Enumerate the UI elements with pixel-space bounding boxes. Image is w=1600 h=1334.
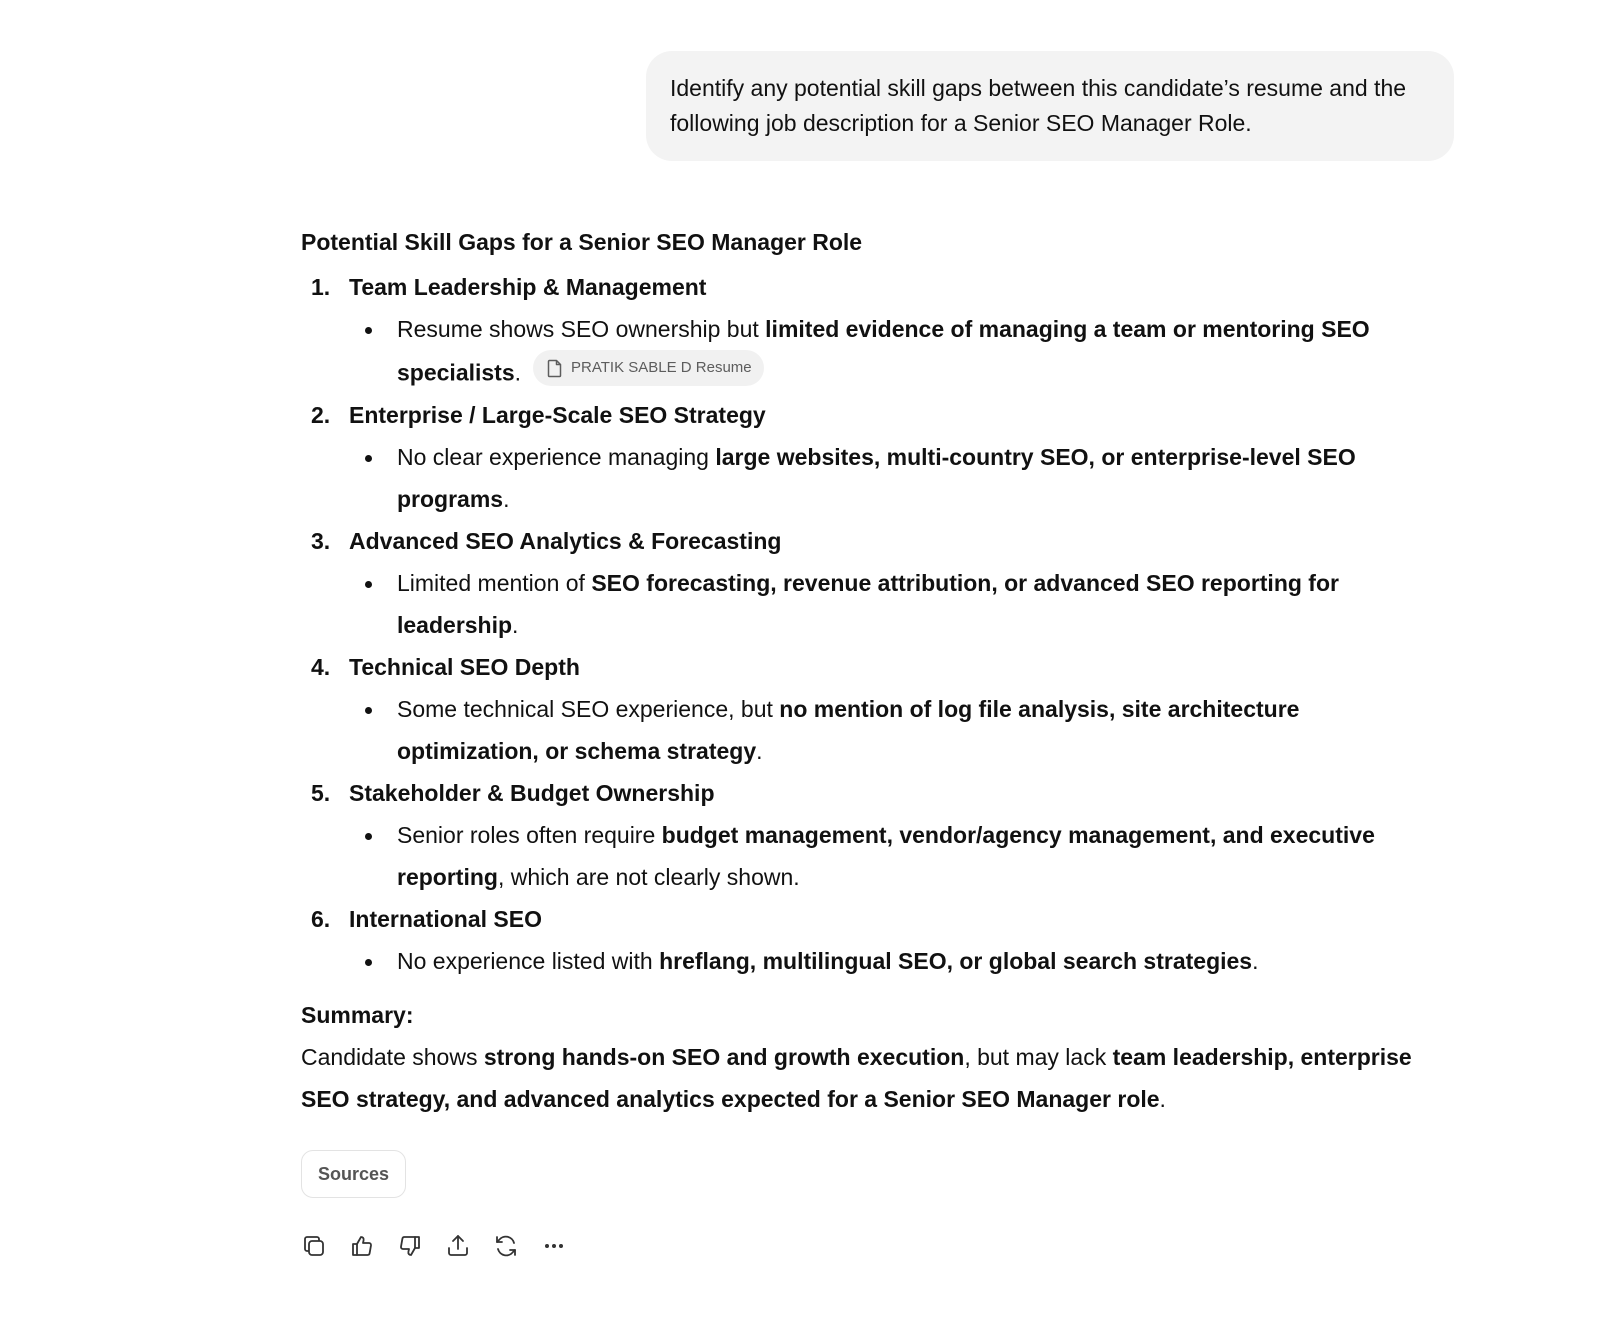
bullet-text-end: .	[512, 611, 519, 638]
gap-item	[301, 520, 1431, 646]
copy-icon	[300, 1232, 328, 1260]
assistant-response	[301, 222, 1431, 1198]
resume-source-pill[interactable]	[533, 350, 764, 386]
gap-title: Technical SEO Depth	[349, 653, 580, 680]
bullet-text: No clear experience managing	[397, 443, 716, 470]
gap-title: Advanced SEO Analytics & Forecasting	[349, 527, 782, 554]
share-button[interactable]	[444, 1226, 492, 1266]
gap-bullet	[349, 814, 1431, 898]
thumbs-up-icon	[348, 1232, 376, 1260]
bullet-bold-text: no mention of log file analysis, site architecture optimization, or schema strategy	[397, 695, 1300, 764]
user-message-bubble: Identify any potential skill gaps between this candidate’s resume and the following job description for a Senior SEO Manager Role.	[646, 51, 1454, 161]
gap-number: 1.	[311, 274, 331, 300]
gap-bullet	[349, 562, 1431, 646]
summary-text	[301, 1036, 1431, 1120]
bullet-text-end: .	[503, 485, 510, 512]
source-pill-label: PRATIK SABLE D Resume	[571, 359, 752, 376]
bullet-bold-text: SEO forecasting, revenue attribution, or advanced SEO reporting for leadership	[397, 569, 1339, 638]
more-options-button[interactable]	[540, 1226, 588, 1266]
bullet-bold-text: budget management, vendor/agency management, and executive reporting	[397, 821, 1375, 890]
summary-label: Summary:	[301, 1001, 414, 1028]
bullet-text: Some technical SEO experience, but	[397, 695, 780, 722]
bullet-text-end: , which are not clearly shown.	[497, 863, 800, 890]
copy-button[interactable]	[300, 1226, 348, 1266]
gap-title: Stakeholder & Budget Ownership	[349, 779, 715, 806]
gap-item	[301, 898, 1431, 982]
share-icon	[444, 1232, 472, 1260]
more-icon	[540, 1232, 568, 1260]
bullet-bold-text: hreflang, multilingual SEO, or global search strategies	[659, 947, 1253, 974]
gap-bullet	[349, 436, 1431, 520]
regenerate-icon	[492, 1232, 520, 1260]
summary-part: Candidate shows	[301, 1043, 484, 1070]
sources-button[interactable]: Sources	[301, 1150, 406, 1198]
response-heading: Potential Skill Gaps for a Senior SEO Manager Role	[301, 229, 863, 255]
gap-number: 4.	[311, 653, 331, 680]
summary-part: .	[1159, 1085, 1166, 1112]
bullet-text-end: .	[514, 359, 522, 386]
message-action-bar	[300, 1226, 588, 1266]
summary-bold: team leadership, enterprise SEO strategy, and advanced analytics expected for a Senior SEO Manager role	[301, 1043, 1412, 1112]
gap-item	[301, 266, 1431, 394]
summary-part: , but may lack	[964, 1043, 1113, 1070]
bullet-bold-text: limited evidence of managing a team or mentoring SEO specialists	[397, 316, 1370, 386]
bullet-text-end: .	[1252, 947, 1259, 974]
gap-bullet	[349, 688, 1431, 772]
gap-item	[301, 646, 1431, 772]
bullet-text: Resume shows SEO ownership but	[397, 316, 766, 342]
summary-bold: strong hands-on SEO and growth execution	[483, 1043, 965, 1070]
gap-number: 3.	[311, 527, 331, 554]
gap-title: Team Leadership & Management	[349, 274, 707, 300]
bullet-text: Senior roles often require	[397, 821, 662, 848]
bullet-text: No experience listed with	[397, 947, 660, 974]
gap-number: 2.	[311, 401, 331, 428]
thumbs-down-button[interactable]	[396, 1226, 444, 1266]
bullet-text: Limited mention of	[397, 569, 592, 596]
gap-title: Enterprise / Large-Scale SEO Strategy	[349, 401, 766, 428]
bullet-bold-text: large websites, multi-country SEO, or enterprise-level SEO programs	[397, 443, 1356, 512]
thumbs-up-button[interactable]	[348, 1226, 396, 1266]
gap-bullet	[349, 940, 1431, 982]
bullet-text-end: .	[756, 737, 763, 764]
skill-gap-list	[301, 266, 1431, 982]
gap-number: 6.	[311, 905, 331, 932]
gap-number: 5.	[311, 779, 331, 806]
gap-bullet	[349, 308, 1431, 394]
gap-title: International SEO	[349, 905, 542, 932]
regenerate-button[interactable]	[492, 1226, 540, 1266]
gap-item	[301, 772, 1431, 898]
gap-item	[301, 394, 1431, 520]
thumbs-down-icon	[396, 1232, 424, 1260]
document-icon	[547, 359, 563, 378]
